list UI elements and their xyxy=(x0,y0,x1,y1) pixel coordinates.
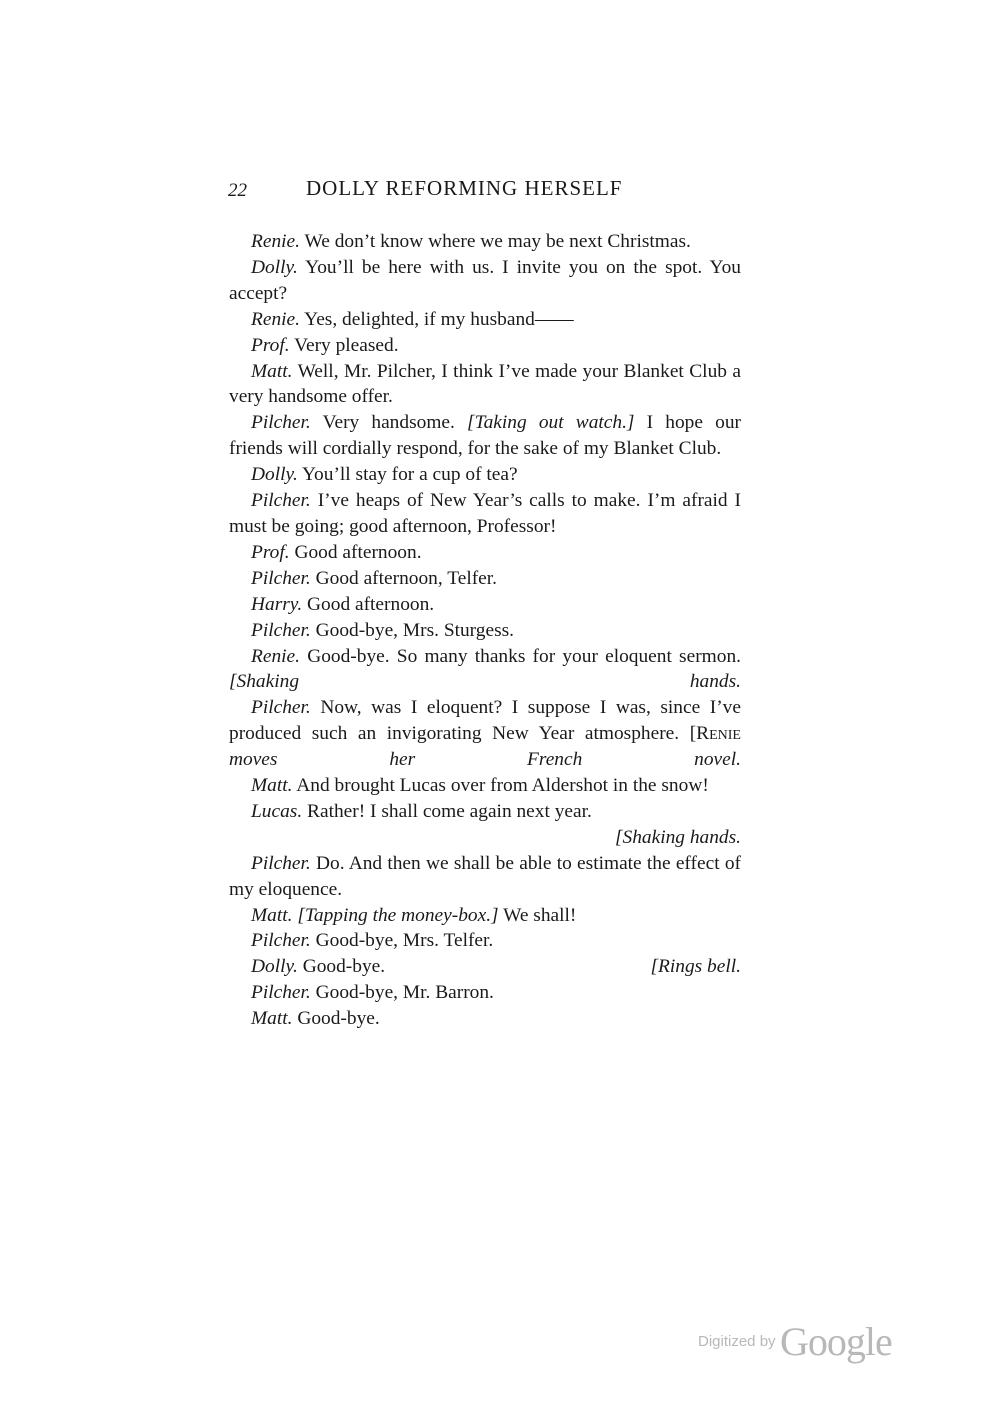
speaker: Prof. xyxy=(251,541,290,563)
speech xyxy=(229,928,741,954)
speaker: Lucas. xyxy=(251,800,303,822)
digitized-watermark xyxy=(698,1318,892,1365)
speaker: Matt. xyxy=(251,360,293,382)
google-logo: Google xyxy=(780,1319,892,1364)
speaker: Matt. xyxy=(251,1008,293,1030)
speaker: Pilcher. xyxy=(251,567,311,589)
speech-text: Very pleased. xyxy=(294,334,399,356)
speech xyxy=(229,903,741,929)
stage-direction: [Taking out watch.] xyxy=(467,412,635,434)
speaker: Pilcher. xyxy=(251,412,311,434)
page-header xyxy=(228,176,748,206)
speech xyxy=(229,773,741,799)
speech-text: Good-bye. So many thanks for your eloquent sermon. xyxy=(307,645,741,667)
speaker: Pilcher. xyxy=(251,619,311,641)
speech-left xyxy=(251,954,385,980)
speech xyxy=(229,644,741,696)
speech-text: Good-bye. xyxy=(297,1008,380,1030)
speech-text: Good afternoon, Telfer. xyxy=(315,567,498,589)
speech xyxy=(229,618,741,644)
speech-text: You’ll be here with us. I invite you on the spot. You accept? xyxy=(229,256,741,304)
speech xyxy=(229,462,741,488)
speaker: Prof. xyxy=(251,334,290,356)
speech xyxy=(229,1006,741,1032)
speaker: Pilcher. xyxy=(251,852,311,874)
speech xyxy=(229,540,741,566)
speech-text: Good-bye, Mrs. Telfer. xyxy=(315,930,494,952)
speaker: Pilcher. xyxy=(251,697,311,719)
speech xyxy=(229,359,741,411)
speech xyxy=(229,488,741,540)
speech-text: Well, Mr. Pilcher, I think I’ve made your Blanket Club a very handsome offer. xyxy=(229,360,741,408)
speech-text: I’ve heaps of New Year’s calls to make. I’m afraid I must be going; good afternoon, Professor! xyxy=(229,490,741,537)
speech xyxy=(229,255,741,307)
speech-text: And brought Lucas over from Aldershot in the snow! xyxy=(296,775,709,797)
speech xyxy=(229,954,741,980)
speech xyxy=(229,229,741,255)
speaker: Renie. xyxy=(251,308,300,330)
stage-direction: [Shaking hands. xyxy=(614,826,741,848)
stage-direction: [Shaking hands. xyxy=(229,671,741,693)
stage-direction-name: [Renie xyxy=(689,723,741,745)
speech-text: We don’t know where we may be next Christmas. xyxy=(304,231,691,252)
speaker: Pilcher. xyxy=(251,490,311,512)
speech xyxy=(229,410,741,462)
speech-text: We shall! xyxy=(503,904,577,926)
speech-text: Good-bye, Mrs. Sturgess. xyxy=(315,619,515,641)
speech-text: Good-bye, Mr. Barron. xyxy=(315,982,494,1004)
speaker: Dolly. xyxy=(251,956,298,978)
speech-text: Good afternoon. xyxy=(294,541,422,563)
speech xyxy=(229,980,741,1006)
speech xyxy=(229,566,741,592)
speech-text: Do. And then we shall be able to estimate the effect of my eloquence. xyxy=(229,852,741,900)
speech-text: Good-bye. xyxy=(302,956,386,978)
speech-text: Very handsome. xyxy=(322,412,455,434)
speaker: Pilcher. xyxy=(251,982,311,1004)
speaker: Renie. xyxy=(251,645,300,667)
speaker: Dolly. xyxy=(251,464,298,486)
speech-text: Yes, delighted, if my husband—— xyxy=(304,308,574,330)
speaker: Pilcher. xyxy=(251,930,311,952)
play-text xyxy=(229,229,741,1032)
page-number: 22 xyxy=(228,180,247,201)
speaker: Dolly. xyxy=(251,256,298,278)
stage-direction: [Rings bell. xyxy=(650,956,741,978)
speech xyxy=(229,592,741,618)
speaker: Matt. xyxy=(251,775,293,797)
speech-text: Good afternoon. xyxy=(307,593,435,615)
running-title: DOLLY REFORMING HERSELF xyxy=(306,176,623,200)
watermark-prefix: Digitized by xyxy=(698,1333,776,1350)
speech-text: You’ll stay for a cup of tea? xyxy=(302,464,518,486)
speech xyxy=(229,307,741,333)
speech-text: Now, was I eloquent? I suppose I was, since I’ve produced such an invigorating New Year atmosphere. xyxy=(229,697,741,745)
stage-direction: [Tapping the money-box.] xyxy=(297,904,499,926)
speech xyxy=(229,695,741,773)
speech xyxy=(229,333,741,359)
stage-direction-text: moves her French novel. xyxy=(229,749,741,771)
speech xyxy=(229,851,741,903)
speaker: Renie. xyxy=(251,231,300,252)
speech-text: Rather! I shall come again next year. xyxy=(307,800,592,822)
speech-text: I hope our friends will cordially respond, for the sake of my Blanket Club. xyxy=(229,412,741,460)
speech xyxy=(229,799,741,825)
speaker: Harry. xyxy=(251,593,303,615)
speaker: Matt. xyxy=(251,904,293,926)
